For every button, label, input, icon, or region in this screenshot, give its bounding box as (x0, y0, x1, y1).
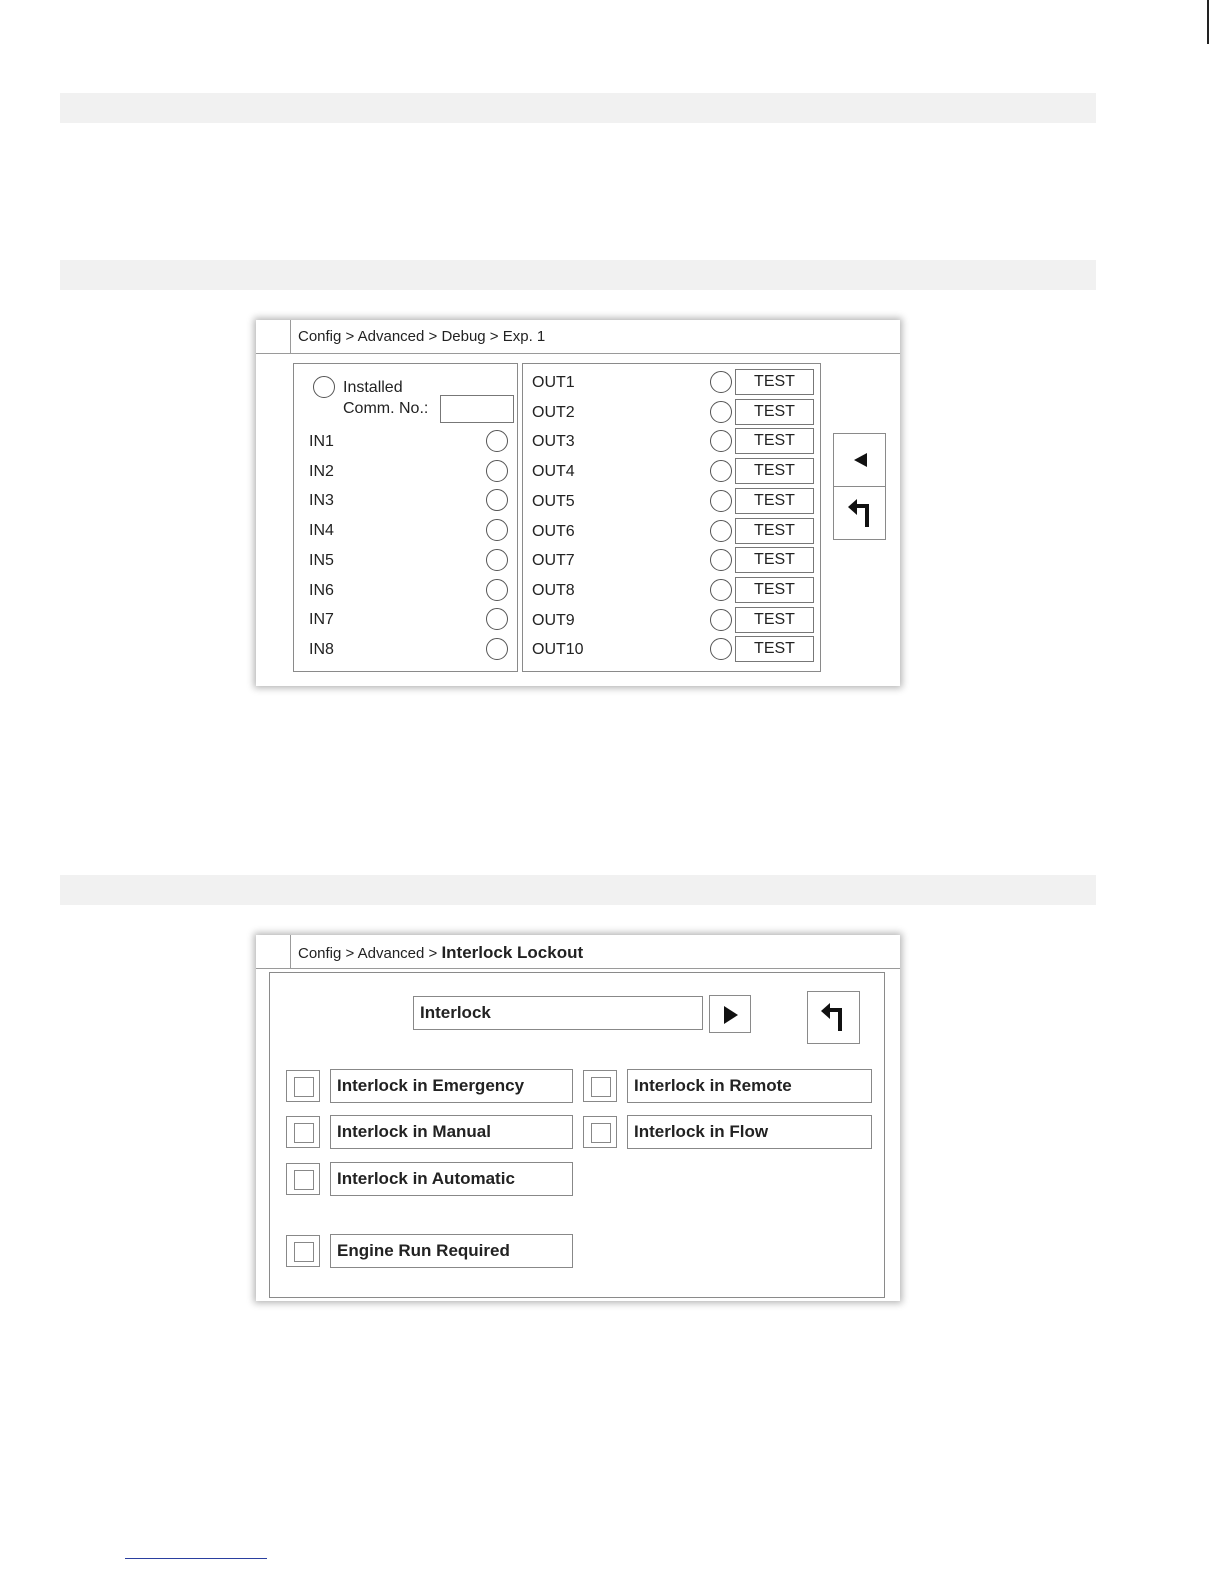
breadcrumb: Config > Advanced > Debug > Exp. 1 (298, 328, 546, 345)
interlock-screen (256, 935, 900, 1301)
test-button[interactable]: TEST (735, 399, 814, 425)
input-indicator (486, 519, 508, 541)
input-indicator (486, 489, 508, 511)
input-label: IN7 (309, 611, 334, 629)
test-button[interactable]: TEST (735, 488, 814, 514)
option-label: Engine Run Required (330, 1234, 573, 1268)
section-band (60, 875, 1096, 905)
outputs-panel (522, 363, 821, 672)
test-button[interactable]: TEST (735, 369, 814, 395)
comm-no-field[interactable] (440, 395, 514, 423)
breadcrumb-current: Interlock Lockout (441, 943, 584, 962)
input-indicator (486, 579, 508, 601)
footer-rule (125, 1558, 267, 1559)
breadcrumb (298, 943, 583, 963)
input-indicator (486, 549, 508, 571)
output-label: OUT7 (532, 552, 575, 570)
installed-label: Installed (343, 379, 403, 396)
input-indicator (486, 460, 508, 482)
return-arrow-icon (834, 487, 887, 541)
page-edge-line (1207, 0, 1209, 44)
comm-no-label: Comm. No.: (343, 400, 429, 417)
option-checkbox[interactable] (286, 1235, 320, 1267)
output-label: OUT4 (532, 463, 575, 481)
test-button[interactable]: TEST (735, 518, 814, 544)
test-button[interactable]: TEST (735, 577, 814, 603)
output-indicator (710, 638, 732, 660)
return-button[interactable] (833, 486, 886, 540)
breadcrumb-prefix: Config > Advanced > (298, 945, 442, 962)
section-band (60, 260, 1096, 290)
debug-screen (256, 320, 900, 686)
option-checkbox[interactable] (286, 1116, 320, 1148)
breadcrumb-bar (256, 935, 900, 969)
input-indicator (486, 430, 508, 452)
input-label: IN4 (309, 522, 334, 540)
output-indicator (710, 401, 732, 423)
output-indicator (710, 430, 732, 452)
interlock-panel (269, 972, 885, 1298)
test-button[interactable]: TEST (735, 428, 814, 454)
return-arrow-icon (808, 992, 861, 1045)
interlock-selector[interactable]: Interlock (413, 996, 703, 1030)
checkbox-inner (294, 1123, 314, 1143)
output-indicator (710, 520, 732, 542)
output-label: OUT2 (532, 403, 575, 421)
checkbox-inner (294, 1170, 314, 1190)
input-indicator (486, 608, 508, 630)
output-indicator (710, 490, 732, 512)
checkbox-inner (294, 1077, 314, 1097)
triangle-left-icon (834, 434, 887, 488)
breadcrumb-stub (256, 935, 291, 969)
output-indicator (710, 549, 732, 571)
prev-page-button[interactable] (833, 433, 886, 487)
output-indicator (710, 371, 732, 393)
output-label: OUT8 (532, 581, 575, 599)
next-option-button[interactable] (709, 995, 751, 1033)
breadcrumb-bar (256, 320, 900, 354)
output-label: OUT10 (532, 641, 584, 659)
breadcrumb-stub (256, 320, 291, 354)
triangle-right-icon (710, 996, 752, 1034)
output-label: OUT6 (532, 522, 575, 540)
output-indicator (710, 609, 732, 631)
test-button[interactable]: TEST (735, 458, 814, 484)
section-band (60, 93, 1096, 123)
input-label: IN8 (309, 640, 334, 658)
option-label: Interlock in Flow (627, 1115, 872, 1149)
option-label: Interlock in Emergency (330, 1069, 573, 1103)
output-label: OUT3 (532, 433, 575, 451)
input-label: IN2 (309, 462, 334, 480)
test-button[interactable]: TEST (735, 607, 814, 633)
input-indicator (486, 638, 508, 660)
input-label: IN1 (309, 433, 334, 450)
checkbox-inner (591, 1123, 611, 1143)
checkbox-inner (591, 1077, 611, 1097)
option-checkbox[interactable] (583, 1070, 617, 1102)
option-label: Interlock in Remote (627, 1069, 872, 1103)
input-label: IN6 (309, 581, 334, 599)
return-button[interactable] (807, 991, 860, 1044)
option-label: Interlock in Manual (330, 1115, 573, 1149)
installed-indicator[interactable] (313, 376, 335, 398)
checkbox-inner (294, 1242, 314, 1262)
option-checkbox[interactable] (286, 1163, 320, 1195)
output-indicator (710, 460, 732, 482)
output-label: OUT1 (532, 374, 575, 391)
option-checkbox[interactable] (286, 1070, 320, 1102)
option-checkbox[interactable] (583, 1116, 617, 1148)
inputs-panel (293, 363, 518, 672)
test-button[interactable]: TEST (735, 547, 814, 573)
input-label: IN5 (309, 551, 334, 569)
output-indicator (710, 579, 732, 601)
output-label: OUT5 (532, 492, 575, 510)
test-button[interactable]: TEST (735, 636, 814, 662)
input-label: IN3 (309, 492, 334, 510)
option-label: Interlock in Automatic (330, 1162, 573, 1196)
output-label: OUT9 (532, 611, 575, 629)
